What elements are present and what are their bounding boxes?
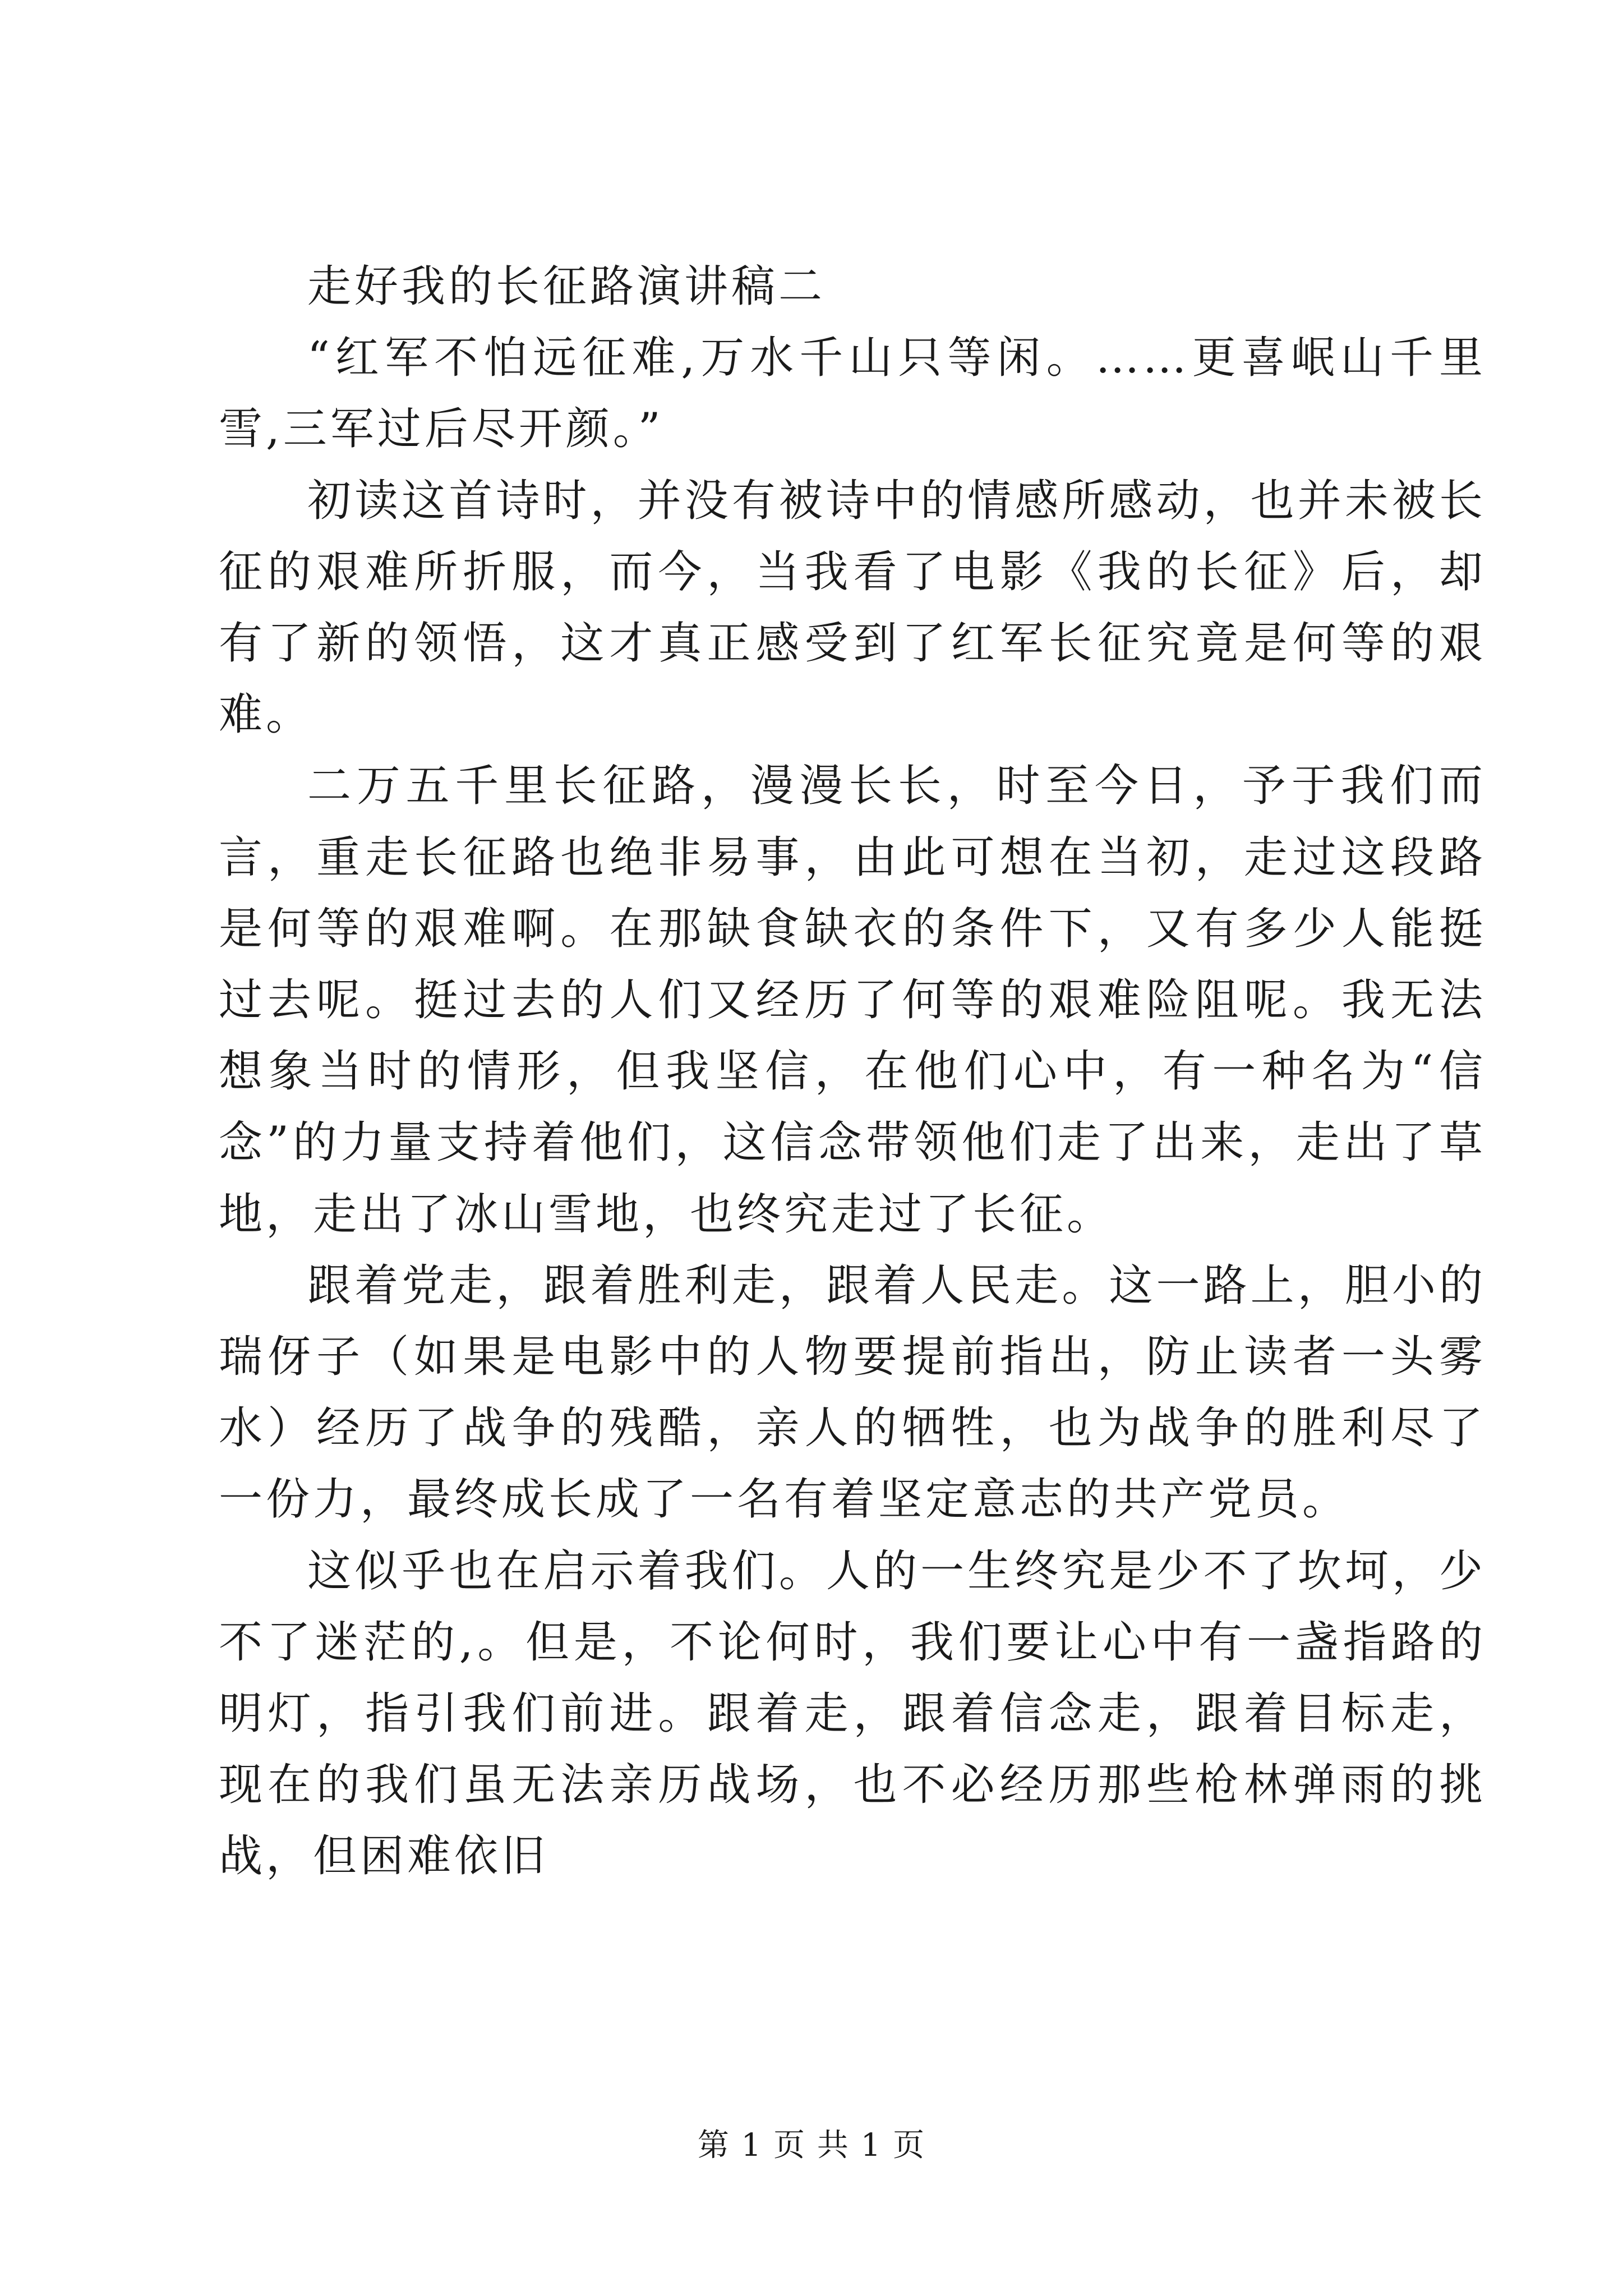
body-paragraph: 这似乎也在启示着我们。人的一生终究是少不了坎坷，少不了迷茫的,。但是，不论何时，我们要让心中有一盏指路的明灯，指引我们前进。跟着走，跟着信念走，跟着目标走，现在的我们虽无法亲历战场，也不必经历那些枪林弹雨的挑战，但困难依旧 — [219, 1545, 1486, 1882]
document-title-line: 走好我的长征路演讲稿二 — [307, 261, 826, 312]
document-body — [219, 251, 1486, 1893]
body-paragraph: 二万五千里长征路，漫漫长长，时至今日，予于我们而言，重走长征路也绝非易事，由此可想在当初，走过这段路是何等的艰难啊。在那缺食缺衣的条件下，又有多少人能挺过去呢。挺过去的人们又经历了何等的艰难险阻呢。我无法想象当时的情形，但我坚信，在他们心中，有一种名为“信念”的力量支持着他们，这信念带领他们走了出来，走出了草地，走出了冰山雪地，也终究走过了长征。 — [219, 761, 1486, 1240]
body-paragraph: 初读这首诗时，并没有被诗中的情感所感动，也并未被长征的艰难所折服，而今，当我看了电影《我的长征》后，却有了新的领悟，这才真正感受到了红军长征究竟是何等的艰难。 — [219, 475, 1486, 740]
body-paragraph: 跟着党走，跟着胜利走，跟着人民走。这一路上，胆小的瑞伢子（如果是电影中的人物要提前指出，防止读者一头雾水）经历了战争的残酷，亲人的牺牲，也为战争的胜利尽了一份力，最终成长成了一名有着坚定意志的共产党员。 — [219, 1260, 1486, 1525]
poem-quote-paragraph: “红军不怕远征难,万水千山只等闲。……更喜岷山千里雪,三军过后尽开颜。” — [219, 333, 1486, 455]
page-number-footer: 第 1 页 共 1 页 — [697, 2127, 926, 2164]
